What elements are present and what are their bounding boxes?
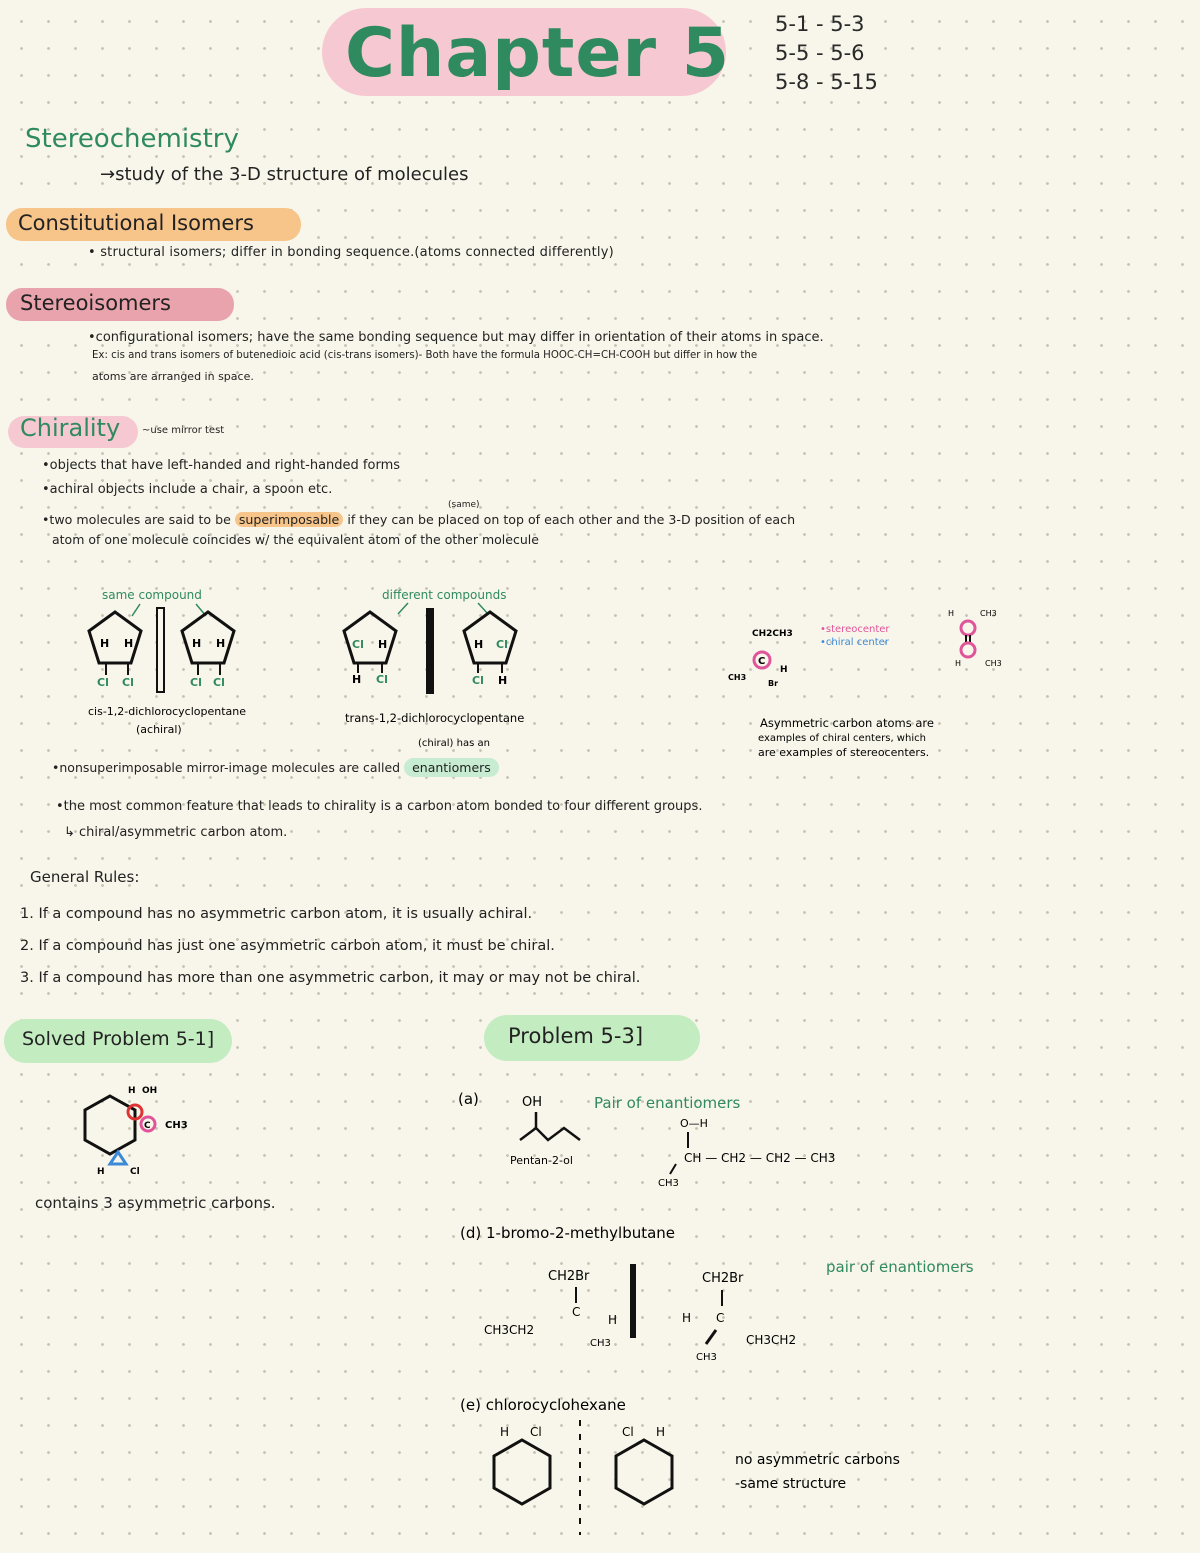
part-d-right-c: C bbox=[716, 1311, 725, 1325]
solved-ch3: CH3 bbox=[165, 1120, 188, 1131]
nonsuperimposable-prefix: •nonsuperimposable mirror-image molecules are called bbox=[52, 760, 405, 775]
part-a-oh2: O—H bbox=[680, 1117, 708, 1130]
chirality-bullet-2: •achiral objects include a chair, a spoon etc. bbox=[42, 482, 333, 497]
asym-note-3: are examples of stereocenters. bbox=[758, 746, 930, 759]
constitutional-bullet: • structural isomers; differ in bonding sequence.(atoms connected differently) bbox=[88, 245, 614, 260]
rule-3: 3. If a compound has more than one asymmetric carbon, it may or may not be chiral. bbox=[20, 970, 641, 986]
chirality-heading: Chirality bbox=[20, 414, 121, 442]
range-1: 5-1 - 5-3 bbox=[775, 12, 865, 36]
trans-right-cl2: Cl bbox=[472, 674, 484, 687]
cis-right-cl2: Cl bbox=[213, 676, 225, 689]
stereoisomers-line1: •configurational isomers; have the same bonding sequence but may differ in orientation of their atoms in space. bbox=[88, 330, 824, 345]
superimposable-highlight: superimposable bbox=[235, 512, 343, 527]
range-2: 5-5 - 5-6 bbox=[775, 41, 865, 65]
part-a-ch3: CH3 bbox=[658, 1178, 679, 1189]
trans-name: trans-1,2-dichlorocyclopentane bbox=[345, 711, 525, 725]
chiral-carbon-note: ↳ chiral/asymmetric carbon atom. bbox=[64, 825, 288, 840]
chiral-carbon: C bbox=[758, 656, 766, 667]
stereoisomers-heading: Stereoisomers bbox=[20, 291, 171, 315]
cis-right-h1: H bbox=[192, 637, 202, 650]
trans-right-h2: H bbox=[498, 674, 508, 687]
part-e-left-h: H bbox=[500, 1425, 510, 1439]
solved-c: C bbox=[144, 1121, 151, 1131]
common-feature: •the most common feature that leads to chirality is a carbon atom bonded to four different groups. bbox=[56, 799, 703, 814]
solved-oh: OH bbox=[142, 1086, 158, 1096]
trans-left-cl2: Cl bbox=[376, 673, 388, 686]
stereoisomers-line2: Ex: cis and trans isomers of butenedioic acid (cis-trans isomers)- Both have the formula HOOC-CH=CH-COOH but differ in how the bbox=[92, 350, 758, 361]
part-d-left-h: H bbox=[608, 1313, 618, 1327]
part-e-note-1: no asymmetric carbons bbox=[735, 1452, 900, 1468]
pentan-2-ol-skeleton bbox=[520, 1128, 580, 1140]
solved-h: H bbox=[128, 1086, 136, 1096]
part-d-left-c: C bbox=[572, 1305, 581, 1319]
cis-right-h2: H bbox=[216, 637, 226, 650]
part-e-left-cl: Cl bbox=[530, 1425, 542, 1439]
structure-stroke bbox=[706, 1330, 716, 1344]
chiral-h: H bbox=[780, 665, 788, 675]
chiral-ch2ch3: CH2CH3 bbox=[752, 629, 793, 639]
rule-2: 2. If a compound has just one asymmetric carbon atom, it must be chiral. bbox=[20, 938, 555, 954]
part-d-left-sub: CH3CH2 bbox=[484, 1323, 535, 1337]
chirality-bullet-1: •objects that have left-handed and right-handed forms bbox=[42, 458, 401, 473]
part-a-name: Pentan-2-ol bbox=[510, 1154, 573, 1167]
chlorocyclohexane-left bbox=[494, 1440, 550, 1504]
part-e-right-h: H bbox=[656, 1425, 666, 1439]
cis-name: cis-1,2-dichlorocyclopentane bbox=[88, 705, 247, 718]
part-d-right-h: H bbox=[682, 1311, 692, 1325]
stereocenter-label: •stereocenter bbox=[820, 624, 890, 635]
solved-cl: Cl bbox=[130, 1167, 140, 1177]
part-e-label: (e) chlorocyclohexane bbox=[460, 1396, 626, 1414]
solved-note: contains 3 asymmetric carbons. bbox=[35, 1194, 276, 1212]
part-e-note-2: -same structure bbox=[735, 1476, 847, 1492]
cis-left-cl2: Cl bbox=[122, 676, 134, 689]
part-d-right-ch3: CH3 bbox=[696, 1352, 717, 1363]
trans-note: (chiral) has an bbox=[418, 738, 490, 749]
alkene-ch3-top: CH3 bbox=[980, 609, 997, 618]
problem-heading: Problem 5-3] bbox=[508, 1024, 644, 1048]
alkene-h-bottom: H bbox=[955, 659, 962, 668]
range-3: 5-8 - 5-15 bbox=[775, 70, 878, 94]
chirality-bullet-3-line2: atom of one molecule coincides w/ the equivalent atom of the other molecule bbox=[52, 532, 539, 547]
mirror-line-3 bbox=[630, 1264, 636, 1338]
chiral-ch3: CH3 bbox=[728, 673, 747, 682]
trans-right-cl1: Cl bbox=[496, 638, 508, 651]
trans-right-h1: H bbox=[474, 638, 484, 651]
trans-left-h2: H bbox=[352, 673, 362, 686]
chlorocyclohexane-right bbox=[616, 1440, 672, 1504]
asym-note-2: examples of chiral centers, which bbox=[758, 733, 926, 744]
asym-note-1: Asymmetric carbon atoms are bbox=[760, 716, 934, 730]
cis-left-cl1: Cl bbox=[97, 676, 109, 689]
chiral-center-label: •chiral center bbox=[820, 637, 889, 648]
part-d-label: (d) 1-bromo-2-methylbutane bbox=[460, 1224, 676, 1242]
structure-stroke bbox=[670, 1164, 676, 1174]
different-compounds-label: different compounds bbox=[382, 588, 507, 602]
alkene-h-top: H bbox=[948, 609, 955, 618]
stereochemistry-heading: Stereochemistry bbox=[25, 124, 239, 154]
solved-heading: Solved Problem 5-1] bbox=[22, 1028, 215, 1050]
stereochemistry-definition: →study of the 3-D structure of molecules bbox=[100, 164, 469, 185]
chirality-bullet-3-post: if they can be placed on top of each other and the 3-D position of each bbox=[343, 512, 796, 527]
part-d-left-ch3: CH3 bbox=[590, 1338, 611, 1349]
solved-h2: H bbox=[97, 1167, 105, 1177]
chiral-br: Br bbox=[768, 679, 779, 688]
part-a-label: (a) bbox=[458, 1090, 479, 1108]
part-a-oh: OH bbox=[522, 1095, 543, 1110]
rule-1: 1. If a compound has no asymmetric carbon atom, it is usually achiral. bbox=[20, 906, 533, 922]
enantiomers-highlight: enantiomers bbox=[404, 758, 499, 777]
cis-right-cl1: Cl bbox=[190, 676, 202, 689]
rules-heading: General Rules: bbox=[30, 868, 140, 886]
cis-left-h1: H bbox=[100, 637, 110, 650]
trans-left-cl1: Cl bbox=[352, 638, 364, 651]
trans-left-h1: H bbox=[378, 638, 388, 651]
part-d-right-ch2br: CH2Br bbox=[702, 1271, 744, 1286]
cis-left-h2: H bbox=[124, 637, 134, 650]
part-a-pair: Pair of enantiomers bbox=[594, 1094, 741, 1112]
constitutional-heading: Constitutional Isomers bbox=[18, 211, 254, 235]
part-d-left-ch2br: CH2Br bbox=[548, 1269, 590, 1284]
stereoisomers-line3: atoms are arranged in space. bbox=[92, 370, 254, 383]
part-a-chain: CH — CH2 — CH2 — CH3 bbox=[684, 1151, 836, 1165]
part-e-right-cl: Cl bbox=[622, 1425, 634, 1439]
part-d-pair: pair of enantiomers bbox=[826, 1258, 974, 1276]
same-compound-label: same compound bbox=[102, 588, 202, 602]
page-title: Chapter 5 bbox=[345, 14, 731, 93]
chirality-aside: ~use mirror test bbox=[142, 425, 225, 436]
alkene-ch3-bottom: CH3 bbox=[985, 659, 1002, 668]
cis-note: (achiral) bbox=[136, 723, 182, 736]
chirality-same-note: (same) bbox=[448, 500, 480, 510]
part-d-right-sub: CH3CH2 bbox=[746, 1333, 797, 1347]
chirality-bullet-3-pre: •two molecules are said to be bbox=[42, 512, 235, 527]
